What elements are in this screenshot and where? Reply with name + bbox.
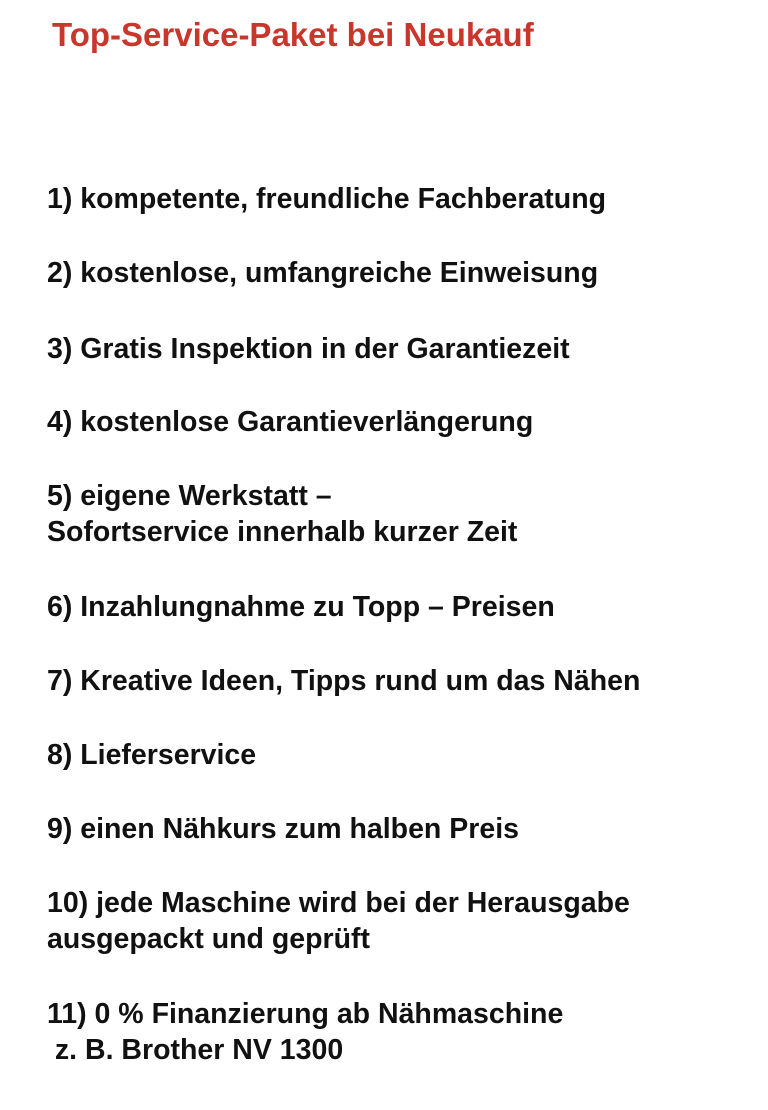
- list-item: [47, 811, 519, 847]
- list-item-line: 3) Gratis Inspektion in der Garantiezeit: [47, 333, 570, 365]
- list-item-line: 2) kostenlose, umfangreiche Einweisung: [47, 257, 599, 289]
- list-item-line: 8) Lieferservice: [47, 739, 257, 771]
- list-item-line: 10) jede Maschine wird bei der Herausgabe: [47, 887, 630, 919]
- list-item: [47, 255, 598, 291]
- list-item: [47, 996, 563, 1068]
- list-item-line: 1) kompetente, freundliche Fachberatung: [47, 183, 607, 215]
- list-item-line: Sofortservice innerhalb kurzer Zeit: [47, 516, 518, 548]
- list-item-line: 11) 0 % Finanzierung ab Nähmaschine: [47, 998, 564, 1030]
- list-item: [47, 404, 533, 440]
- list-item: [47, 737, 256, 773]
- list-item: [47, 331, 570, 367]
- list-item-line: z. B. Brother NV 1300: [47, 1034, 344, 1066]
- list-item-line: 4) kostenlose Garantieverlängerung: [47, 406, 534, 438]
- list-item: [47, 589, 555, 625]
- list-item-line: 5) eigene Werkstatt –: [47, 480, 332, 512]
- page-title: Top-Service-Paket bei Neukauf: [52, 16, 534, 53]
- list-item-line: 9) einen Nähkurs zum halben Preis: [47, 813, 519, 845]
- list-item: [47, 181, 606, 217]
- list-item: [47, 478, 517, 550]
- list-item: [47, 885, 630, 957]
- list-item-line: 7) Kreative Ideen, Tipps rund um das Nähen: [47, 665, 641, 697]
- list-item-line: ausgepackt und geprüft: [47, 923, 371, 955]
- list-item-line: 6) Inzahlungnahme zu Topp – Preisen: [47, 591, 555, 623]
- list-item: [47, 663, 640, 699]
